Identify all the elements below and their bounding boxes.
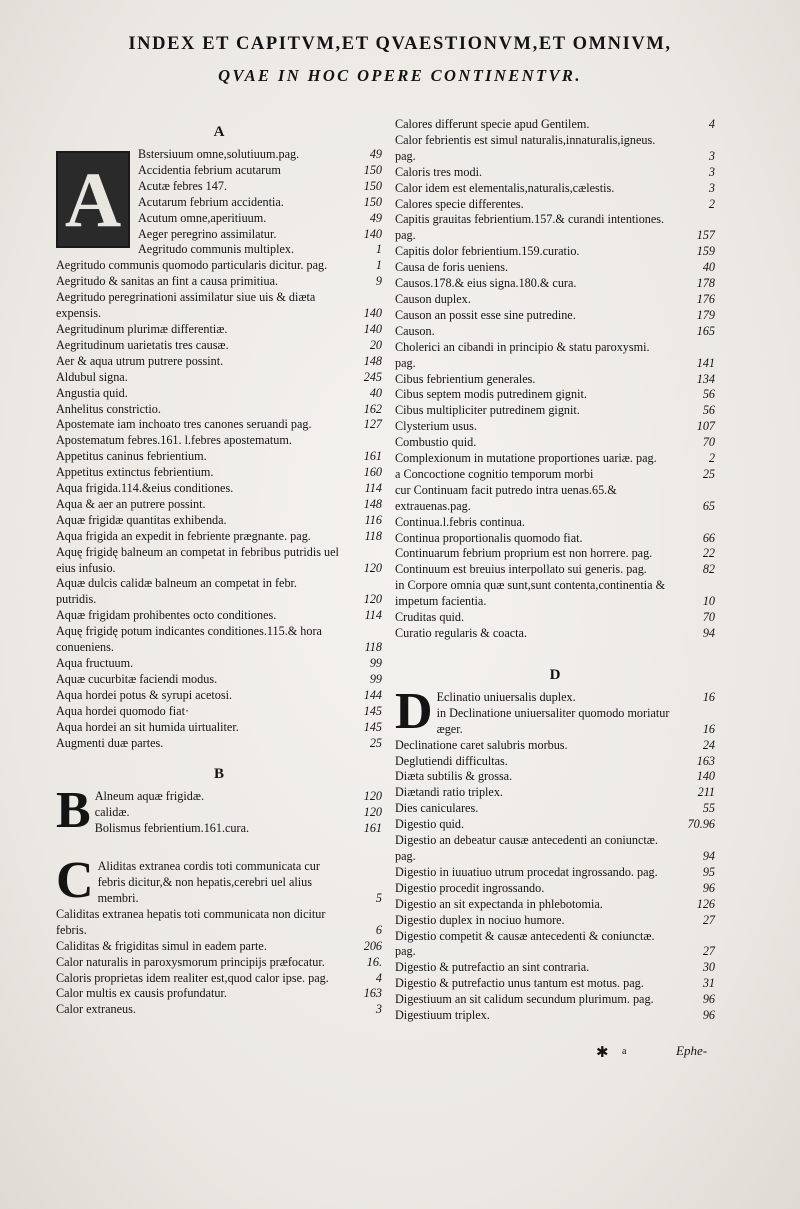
index-entry (395, 546, 715, 562)
index-entry (395, 817, 715, 833)
entry-page-number: 4 (708, 117, 715, 131)
index-entry (395, 212, 715, 244)
entry-text: Diætandi ratio triplex. (395, 785, 503, 800)
asterisk-mark: ✱ (596, 1045, 609, 1061)
entry-text: cur Continuam facit putredo intra uenas.65.& extrauenas.pag. (395, 482, 617, 513)
entry-text: calidæ. (94, 805, 130, 820)
entry-page-number: 96 (702, 992, 715, 1007)
index-entry (56, 805, 382, 821)
index-entry (395, 754, 715, 770)
entry-page-number: 27 (702, 912, 715, 927)
entry-text: Aliditas extranea cordis toti communicata cur febris dicitur,& non hepatis,cerebri uel alius membri. (97, 859, 320, 905)
entry-text: Augmenti duæ partes. (56, 735, 164, 750)
entry-page-number: 140 (363, 321, 382, 336)
entry-text: Digestio & putrefactio unus tantum est motus. pag. (395, 976, 644, 991)
index-entry (56, 513, 382, 529)
index-entry (56, 449, 382, 465)
entry-page-number: 178 (696, 276, 715, 291)
entry-text: Caloris tres modi. (395, 164, 482, 179)
index-entry (56, 789, 382, 805)
index-entry (56, 402, 382, 418)
catchword: Ephe- (676, 1043, 708, 1058)
entry-text: Digestio quid. (395, 817, 465, 832)
index-entry (395, 244, 715, 260)
entry-text: Combustio quid. (395, 435, 477, 450)
entry-page-number: 134 (696, 371, 715, 386)
entry-page-number: 56 (702, 403, 715, 418)
entry-page-number: 140 (696, 769, 715, 784)
entry-text: Anhelitus constrictio. (56, 401, 161, 416)
entry-text: Calor febrientis est simul naturalis,innaturalis,igneus. pag. (395, 132, 656, 163)
index-entry (395, 181, 715, 197)
entry-page-number: 179 (696, 307, 715, 322)
entry-page-number: 159 (696, 244, 715, 259)
entry-page-number: 163 (363, 986, 382, 1001)
entry-text: Continua proportionalis quomodo fiat. (395, 530, 583, 545)
entry-text: Continuum est breuius interpollato sui generis. pag. (395, 562, 647, 577)
entry-text: Causa de foris ueniens. (395, 260, 509, 275)
entry-text: Digestio in iuuatiuo utrum procedat ingrossando. pag. (395, 864, 658, 879)
entry-page-number: 206 (363, 938, 382, 953)
entry-text: Cibus febrientium generales. (395, 371, 536, 386)
entry-page-number: 31 (702, 976, 715, 991)
entry-text: Causon an possit esse sine putredine. (395, 307, 576, 322)
index-entry (395, 372, 715, 388)
entry-page-number: 120 (363, 560, 382, 575)
entry-text: Dies caniculares. (395, 801, 479, 816)
entry-page-number: 120 (363, 592, 382, 607)
entry-text: Aqua & aer an putrere possint. (56, 496, 206, 511)
entry-page-number: 120 (363, 789, 382, 804)
section-b-entries (56, 782, 382, 840)
entry-text: Continuarum febrium proprium est non horrere. pag. (395, 546, 653, 561)
entry-page-number: 114 (364, 481, 382, 496)
initial-d: D (395, 682, 433, 740)
entry-text: Aegritudo communis quomodo particularis dicitur. pag. (56, 258, 328, 273)
index-entry (395, 562, 715, 578)
entry-page-number: 116 (364, 512, 382, 527)
entry-text: Accidentia febrium acutarum (138, 162, 281, 177)
index-entry (395, 738, 715, 754)
entry-text: Apostemate iam inchoato tres canones seruandi pag. (56, 417, 312, 432)
entry-text: Continua.l.febris continua. (395, 514, 525, 529)
entry-text: a Concoctione cognitio temporum morbi (395, 466, 594, 481)
section-a-initial-entries (56, 147, 382, 258)
index-entry (395, 292, 715, 308)
index-entry (56, 242, 382, 258)
index-entry (56, 163, 382, 179)
index-entry (395, 929, 715, 961)
entry-text: Aldubul signa. (56, 369, 128, 384)
entry-text: in Declinatione uniuersaliter quomodo moriatur æger. (436, 705, 670, 736)
index-entry (395, 276, 715, 292)
entry-text: Aqua frigida an expedit in febriente prægnante. pag. (56, 528, 311, 543)
entry-page-number: 141 (696, 355, 715, 370)
entry-text: Aer & aqua utrum putrere possint. (56, 353, 224, 368)
entry-page-number: 160 (363, 465, 382, 480)
index-subtitle: QVAE IN HOC OPERE CONTINENTVR. (218, 66, 582, 85)
index-entry (395, 610, 715, 626)
index-entry (56, 907, 382, 939)
entry-text: Calores specie differentes. (395, 196, 524, 211)
index-entry (395, 133, 715, 165)
entry-page-number: 107 (696, 419, 715, 434)
entry-text: Aquæ dulcis calidæ balneum an competat in febr. putridis. (56, 576, 297, 607)
entry-page-number: 94 (702, 626, 715, 640)
index-entry (395, 515, 715, 531)
entry-page-number: 16 (702, 689, 715, 704)
entry-page-number: 65 (702, 498, 715, 513)
index-entry (56, 656, 382, 672)
entry-text: Digestio duplex in nociuo humore. (395, 912, 565, 927)
entry-page-number: 145 (363, 719, 382, 734)
index-entry (395, 419, 715, 435)
index-entry (395, 769, 715, 785)
index-entry (395, 451, 715, 467)
entry-page-number: 3 (375, 1002, 382, 1017)
entry-text: Cholerici an cibandi in principio & statu paroxysmi. pag. (395, 339, 650, 370)
index-entry (56, 497, 382, 513)
entry-text: Causos.178.& eius signa.180.& cura. (395, 276, 577, 291)
index-entry (56, 338, 382, 354)
entry-page-number: 118 (364, 640, 382, 655)
entry-text: Aquæ frigidam prohibentes octo conditiones. (56, 608, 277, 623)
entry-text: Bstersiuum omne,solutiuum.pag. (138, 147, 300, 161)
entry-page-number: 150 (363, 178, 382, 193)
index-entry (56, 481, 382, 497)
index-entry (56, 274, 382, 290)
index-entry (395, 578, 715, 610)
entry-text: Curatio regularis & coacta. (395, 626, 527, 640)
initial-c: C (56, 852, 94, 910)
index-entry (56, 852, 382, 910)
entry-page-number: 145 (363, 703, 382, 718)
entry-page-number: 49 (369, 210, 382, 225)
index-entry (56, 195, 382, 211)
section-letter-b: B (213, 766, 224, 783)
entry-text: Appetitus caninus febrientium. (56, 449, 207, 464)
entry-text: Appetitus extinctus febrientium. (56, 465, 214, 480)
entry-text: Aeger peregrino assimilatur. (138, 226, 277, 241)
entry-text: Acutarum febrium accidentia. (138, 194, 284, 209)
index-entry (56, 433, 382, 449)
index-entry (395, 706, 715, 738)
index-entry (395, 117, 715, 133)
entry-text: Deglutiendi difficultas. (395, 753, 508, 768)
index-entry (395, 960, 715, 976)
entry-text: Caloris proprietas idem realiter est,quod calor ipse. pag. (56, 970, 329, 985)
entry-text: Eclinatio uniuersalis duplex. (436, 689, 576, 704)
initial-b: B (56, 782, 91, 840)
entry-page-number: 49 (369, 147, 382, 161)
right-column (395, 117, 715, 1024)
entry-text: Calor naturalis in paroxysmorum principijs præfocatur. (56, 954, 325, 969)
entry-page-number: 211 (697, 785, 715, 800)
index-entry (56, 986, 382, 1002)
entry-page-number: 3 (708, 148, 715, 163)
section-a-entries (56, 258, 382, 751)
index-entry (395, 467, 715, 483)
section-letter-d: D (549, 666, 561, 683)
index-entry (56, 370, 382, 386)
index-entry (395, 531, 715, 547)
index-entry (395, 324, 715, 340)
index-title: INDEX ET CAPITVM,ET QVAESTIONVM,ET OMNIVM, (128, 34, 672, 54)
entry-text: Aegritudinum uarietatis tres causæ. (56, 337, 229, 352)
entry-page-number: 150 (363, 194, 382, 209)
entry-page-number: 16 (702, 721, 715, 736)
entry-page-number: 150 (363, 162, 382, 177)
entry-page-number: 70 (702, 435, 715, 450)
index-entry (56, 147, 382, 163)
entry-page-number: 24 (702, 737, 715, 752)
entry-text: Calores differunt specie apud Gentilem. (395, 117, 590, 131)
entry-page-number: 1 (375, 258, 382, 273)
entry-text: Digestio & putrefactio an sint contraria. (395, 960, 590, 975)
index-entry (56, 720, 382, 736)
index-entry (395, 992, 715, 1008)
entry-text: Calor extraneus. (56, 1002, 136, 1017)
index-entry (56, 322, 382, 338)
entry-page-number: 30 (702, 960, 715, 975)
entry-page-number: 4 (375, 970, 382, 985)
entry-text: Alneum aquæ frigidæ. (94, 789, 205, 804)
section-d-entries (395, 682, 715, 1024)
entry-text: Cruditas quid. (395, 610, 465, 625)
index-entry (395, 1008, 715, 1024)
entry-page-number: 9 (375, 274, 382, 289)
index-entry (56, 688, 382, 704)
entry-page-number: 25 (369, 735, 382, 750)
entry-text: Capitis dolor febrientium.159.curatio. (395, 244, 580, 259)
entry-text: Calor idem est elementalis,naturalis,cælestis. (395, 180, 615, 195)
entry-text: Aqua hordei quomodo fiat· (56, 703, 190, 718)
entry-text: Causon. (395, 323, 435, 338)
entry-text: Aquę frigidę potum indicantes conditiones.115.& hora conueniens. (56, 624, 322, 655)
entry-page-number: 126 (696, 896, 715, 911)
entry-text: Aegritudo peregrinationi assimilatur siue uis & diæta expensis. (56, 290, 316, 321)
entry-page-number: 25 (702, 466, 715, 481)
entry-page-number: 2 (708, 196, 715, 211)
entry-page-number: 96 (702, 1008, 715, 1023)
index-entry (395, 865, 715, 881)
entry-page-number: 56 (702, 387, 715, 402)
entry-page-number: 5 (375, 890, 382, 905)
entry-page-number: 118 (364, 528, 382, 543)
entry-text: Cibus septem modis putredinem gignit. (395, 387, 587, 402)
entry-page-number: 148 (363, 353, 382, 368)
index-entry (395, 308, 715, 324)
entry-page-number: 157 (696, 228, 715, 243)
entry-page-number: 16. (366, 954, 382, 969)
index-entry (395, 435, 715, 451)
entry-text: Aegritudo & sanitas an fint a causa primitiua. (56, 274, 279, 289)
index-entry (56, 354, 382, 370)
entry-page-number: 22 (702, 546, 715, 561)
index-entry (56, 672, 382, 688)
index-entry (395, 690, 715, 706)
entry-page-number: 6 (375, 922, 382, 937)
entry-page-number: 40 (369, 385, 382, 400)
entry-page-number: 245 (363, 369, 382, 384)
index-entry (56, 529, 382, 545)
index-entry (395, 403, 715, 419)
entry-page-number: 27 (702, 944, 715, 959)
entry-text: Aqua fructuum. (56, 656, 134, 670)
index-entry (56, 290, 382, 322)
index-entry (395, 833, 715, 865)
entry-text: Aqua hordei potus & syrupi acetosi. (56, 687, 233, 702)
entry-text: Digestio an debeatur causæ antecedenti an coniunctæ. pag. (395, 833, 658, 863)
entry-page-number: 70 (702, 610, 715, 625)
entry-page-number: 1 (375, 242, 382, 257)
index-entry (56, 955, 382, 971)
entry-page-number: 140 (363, 306, 382, 321)
entry-text: Digestiuum triplex. (395, 1008, 490, 1023)
index-entry (56, 576, 382, 608)
entry-text: Causon duplex. (395, 291, 471, 306)
entry-page-number: 10 (702, 594, 715, 609)
index-entry (395, 165, 715, 181)
signature-mark: a (622, 1046, 627, 1057)
entry-page-number: 140 (363, 226, 382, 241)
entry-page-number: 55 (702, 801, 715, 816)
index-entry (395, 626, 715, 642)
index-entry (56, 417, 382, 433)
entry-page-number: 127 (363, 417, 382, 432)
index-entry (395, 785, 715, 801)
entry-page-number: 163 (696, 753, 715, 768)
index-entry (395, 976, 715, 992)
entry-text: Aegritudinum plurimæ differentiæ. (56, 321, 228, 336)
section-letter-a: A (213, 124, 225, 140)
entry-text: Cibus multipliciter putredinem gignit. (395, 403, 580, 418)
entry-page-number: 96 (702, 880, 715, 895)
entry-text: Digestiuum an sit calidum secundum plurimum. pag. (395, 992, 654, 1007)
index-entry (395, 801, 715, 817)
entry-text: Apostematum febres.161. l.febres apostematum. (56, 433, 292, 448)
entry-text: Digestio competit & causæ antecedenti & coniunctæ. pag. (395, 928, 655, 959)
index-entry (395, 881, 715, 897)
entry-page-number: 99 (369, 656, 382, 670)
entry-text: in Corpore omnia quæ sunt,sunt contenta,continentia & impetum facientia. (395, 578, 666, 609)
entry-text: Aegritudo communis multiplex. (138, 242, 295, 257)
entry-text: Declinatione caret salubris morbus. (395, 737, 568, 752)
entry-page-number: 148 (363, 496, 382, 511)
index-entry (395, 483, 715, 515)
decorated-initial-a: A (56, 151, 130, 248)
entry-page-number: 3 (708, 164, 715, 179)
index-entry (395, 340, 715, 372)
entry-page-number: 2 (708, 451, 715, 466)
entry-text: Capitis grauitas febrientium.157.& curandi intentiones. pag. (395, 212, 665, 243)
entry-page-number: 40 (702, 260, 715, 275)
entry-text: Digestio an sit expectanda in phlebotomia. (395, 896, 603, 911)
entry-page-number: 70.96 (687, 817, 715, 832)
index-entry (56, 736, 382, 752)
entry-text: Caliditas extranea hepatis toti communicata non dicitur febris. (56, 906, 326, 937)
entry-page-number: 82 (702, 562, 715, 577)
index-entry (56, 227, 382, 243)
entry-text: Complexionum in mutatione proportiones uariæ. pag. (395, 451, 657, 466)
entry-page-number: 114 (364, 608, 382, 623)
entry-page-number: 3 (708, 180, 715, 195)
entry-page-number: 144 (363, 687, 382, 702)
entry-text: Bolismus febrientium.161.cura. (94, 821, 250, 836)
index-entry (395, 197, 715, 213)
entry-page-number: 161 (363, 449, 382, 464)
index-entry (56, 704, 382, 720)
entry-text: Diæta subtilis & grossa. (395, 769, 513, 784)
section-c-continued-entries (395, 117, 715, 642)
entry-text: Acutum omne,aperitiuum. (138, 210, 267, 225)
entry-page-number: 94 (702, 848, 715, 863)
entry-page-number: 66 (702, 530, 715, 545)
entry-page-number: 99 (369, 671, 382, 686)
entry-text: Aquæ cucurbitæ faciendi modus. (56, 671, 218, 686)
index-entry (395, 897, 715, 913)
entry-page-number: 176 (696, 291, 715, 306)
index-entry (56, 258, 382, 274)
index-entry (56, 971, 382, 987)
entry-page-number: 165 (696, 323, 715, 338)
section-c-entries (56, 852, 382, 1018)
entry-text: Aquæ frigidæ quantitas exhibenda. (56, 512, 227, 527)
index-entry (56, 545, 382, 577)
entry-page-number: 20 (369, 337, 382, 352)
entry-text: Aqua frigida.114.&eius conditiones. (56, 481, 234, 496)
index-entry (56, 624, 382, 656)
index-entry (56, 179, 382, 195)
entry-text: Angustia quid. (56, 385, 128, 400)
index-entry (395, 260, 715, 276)
entry-text: Caliditas & frigiditas simul in eadem parte. (56, 938, 267, 953)
left-column (56, 117, 382, 1018)
index-entry (56, 608, 382, 624)
index-entry (56, 211, 382, 227)
entry-text: Aqua hordei an sit humida uirtualiter. (56, 719, 239, 734)
entry-page-number: 95 (702, 864, 715, 879)
entry-text: Digestio procedit ingrossando. (395, 880, 545, 895)
index-entry (395, 913, 715, 929)
index-entry (395, 387, 715, 403)
entry-text: Acutæ febres 147. (138, 178, 228, 193)
entry-text: Clysterium usus. (395, 419, 477, 434)
index-entry (56, 386, 382, 402)
index-entry (56, 1002, 382, 1018)
index-entry (56, 821, 382, 837)
entry-page-number: 120 (363, 805, 382, 820)
entry-text: Aquę frigidę balneum an competat in febribus putridis uel eius infusio. (56, 544, 339, 575)
entry-page-number: 161 (363, 821, 382, 836)
index-entry (56, 465, 382, 481)
entry-page-number: 162 (363, 401, 382, 416)
entry-text: Calor multis ex causis profundatur. (56, 986, 227, 1001)
index-entry (56, 939, 382, 955)
